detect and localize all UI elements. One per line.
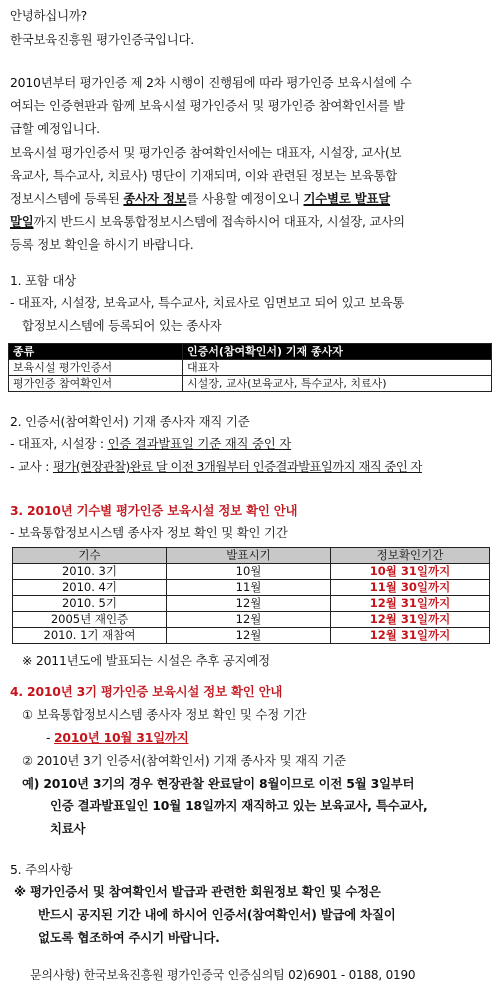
table-header: 정보확인기간 [331,548,490,564]
section5-note-line1: ※ 평가인증서 및 참여확인서 발급과 관련한 회원정보 확인 및 수정은 [14,884,381,899]
table-header: 종류 [9,344,183,360]
para2-text: 까지 반드시 보육통합정보시스템에 접속하시어 대표자, 시설장, 교사의 [33,214,405,229]
para2-line4 [10,214,405,230]
contact-info: 문의사항) 한국보육진흥원 평가인증국 인증심의팀 02)6901 - 0188, 0190 [30,968,416,982]
period-dash: - [46,730,55,745]
para2-text: 를 사용할 예정이오니 [186,191,304,206]
section2-title: 2. 인증서(참여확인서) 기재 종사자 재직 기준 [10,414,250,429]
table-cell: 2010. 4기 [13,580,167,596]
table-cell: 대표자 [183,360,492,376]
section5-note-line3: 없도록 협조하여 주시기 바랍니다. [38,930,220,945]
table-header: 발표시기 [167,548,331,564]
para1-line1: 2010년부터 평가인증 제 2차 시행이 진행됨에 따라 평가인증 보육시설에 수 [10,75,412,90]
section4-title: 4. 2010년 3기 평가인증 보육시설 정보 확인 안내 [10,684,283,699]
para2-text: 정보시스템에 등록된 [10,191,124,206]
deadline-emphasis: 기수별로 발표달 [303,191,391,206]
table-cell-deadline: 10월 31일까지 [331,564,490,580]
intro-line: 한국보육진흥원 평가인증국입니다. [10,32,195,47]
bullet-criterion: 평가(현장관찰)완료 달 이전 3개월부터 인증결과발표일까지 재직 중인 자 [53,459,422,474]
recipients-table [8,343,492,392]
section5-title: 5. 주의사항 [10,862,73,877]
section4-item1: ① 보육통합정보시스템 종사자 정보 확인 및 수정 기간 [22,707,307,722]
table-cell-deadline: 12월 31일까지 [331,628,490,644]
table-row [13,580,490,596]
bullet-label: - 대표자, 시설장 : [10,436,108,451]
table-cell: 10월 [167,564,331,580]
section4-period [46,730,188,746]
deadline-emphasis-end: 말일 [10,214,34,229]
period-date: 2010년 10월 31일까지 [54,730,189,745]
para2-line5: 등록 정보 확인을 하시기 바랍니다. [10,237,194,252]
table-header-row [13,548,490,564]
table-cell-deadline: 12월 31일까지 [331,612,490,628]
section4-example-line2: 인증 결과발표일인 10월 18일까지 재직하고 있는 보육교사, 특수교사, [50,798,428,813]
section2-bullet2 [10,459,422,475]
table-row [9,360,492,376]
para2-line1: 보육시설 평가인증서 및 평가인증 참여확인서에는 대표자, 시설장, 교사(보 [10,145,402,160]
table-header-row [9,344,492,360]
bullet-label: - 교사 : [10,459,54,474]
table-header: 기수 [13,548,167,564]
schedule-table [12,547,490,644]
section3-title: 3. 2010년 기수별 평가인증 보육시설 정보 확인 안내 [10,503,298,518]
greeting: 안녕하십니까? [10,8,87,23]
table-cell: 2010. 1기 재참여 [13,628,167,644]
table-row [13,596,490,612]
section1-title: 1. 포함 대상 [10,273,76,288]
para2-line3 [10,191,390,207]
bullet-criterion: 인증 결과발표일 기준 재직 중인 자 [107,436,292,451]
table-row [13,564,490,580]
table-cell: 평가인증 참여확인서 [9,376,183,392]
table-header: 인증서(참여확인서) 기재 종사자 [183,344,492,360]
table-row [13,628,490,644]
table-cell: 보육시설 평가인증서 [9,360,183,376]
table-cell: 2010. 5기 [13,596,167,612]
section4-example-line1: 예) 2010년 3기의 경우 현장관찰 완료달이 8월이므로 이전 5월 3일부터 [22,776,415,791]
table-cell: 2010. 3기 [13,564,167,580]
section4-example-line3: 치료사 [50,821,86,836]
table-cell: 12월 [167,596,331,612]
section2-bullet1 [10,436,291,452]
table-cell: 12월 [167,628,331,644]
para1-line3: 급할 예정입니다. [10,121,100,136]
para1-line2: 여되는 인증현판과 함께 보육시설 평가인증서 및 평가인증 참여확인서를 발 [10,98,405,113]
table-cell-deadline: 11월 30일까지 [331,580,490,596]
table-cell: 12월 [167,612,331,628]
table-row [13,612,490,628]
table-row [9,376,492,392]
section4-item2: ② 2010년 3기 인증서(참여확인서) 기재 종사자 및 재직 기준 [22,753,346,768]
staff-info-emphasis: 종사자 정보 [123,191,187,206]
section3-sub: - 보육통합정보시스템 종사자 정보 확인 및 확인 기간 [10,525,288,540]
section5-note-line2: 반드시 공지된 기간 내에 하시어 인증서(참여확인서) 발급에 차질이 [38,907,396,922]
table-cell: 11월 [167,580,331,596]
section3-note: ※ 2011년도에 발표되는 시설은 추후 공지예정 [22,653,270,668]
section1-bullet-cont: 합정보시스템에 등록되어 있는 종사자 [22,318,222,333]
para2-line2: 육교사, 특수교사, 치료사) 명단이 기재되며, 이와 관련된 정보는 보육통합 [10,168,398,183]
table-cell-deadline: 12월 31일까지 [331,596,490,612]
section1-bullet: - 대표자, 시설장, 보육교사, 특수교사, 치료사로 임면보고 되어 있고 보육통 [10,295,405,310]
table-cell: 2005년 재인증 [13,612,167,628]
table-cell: 시설장, 교사(보육교사, 특수교사, 치료사) [183,376,492,392]
